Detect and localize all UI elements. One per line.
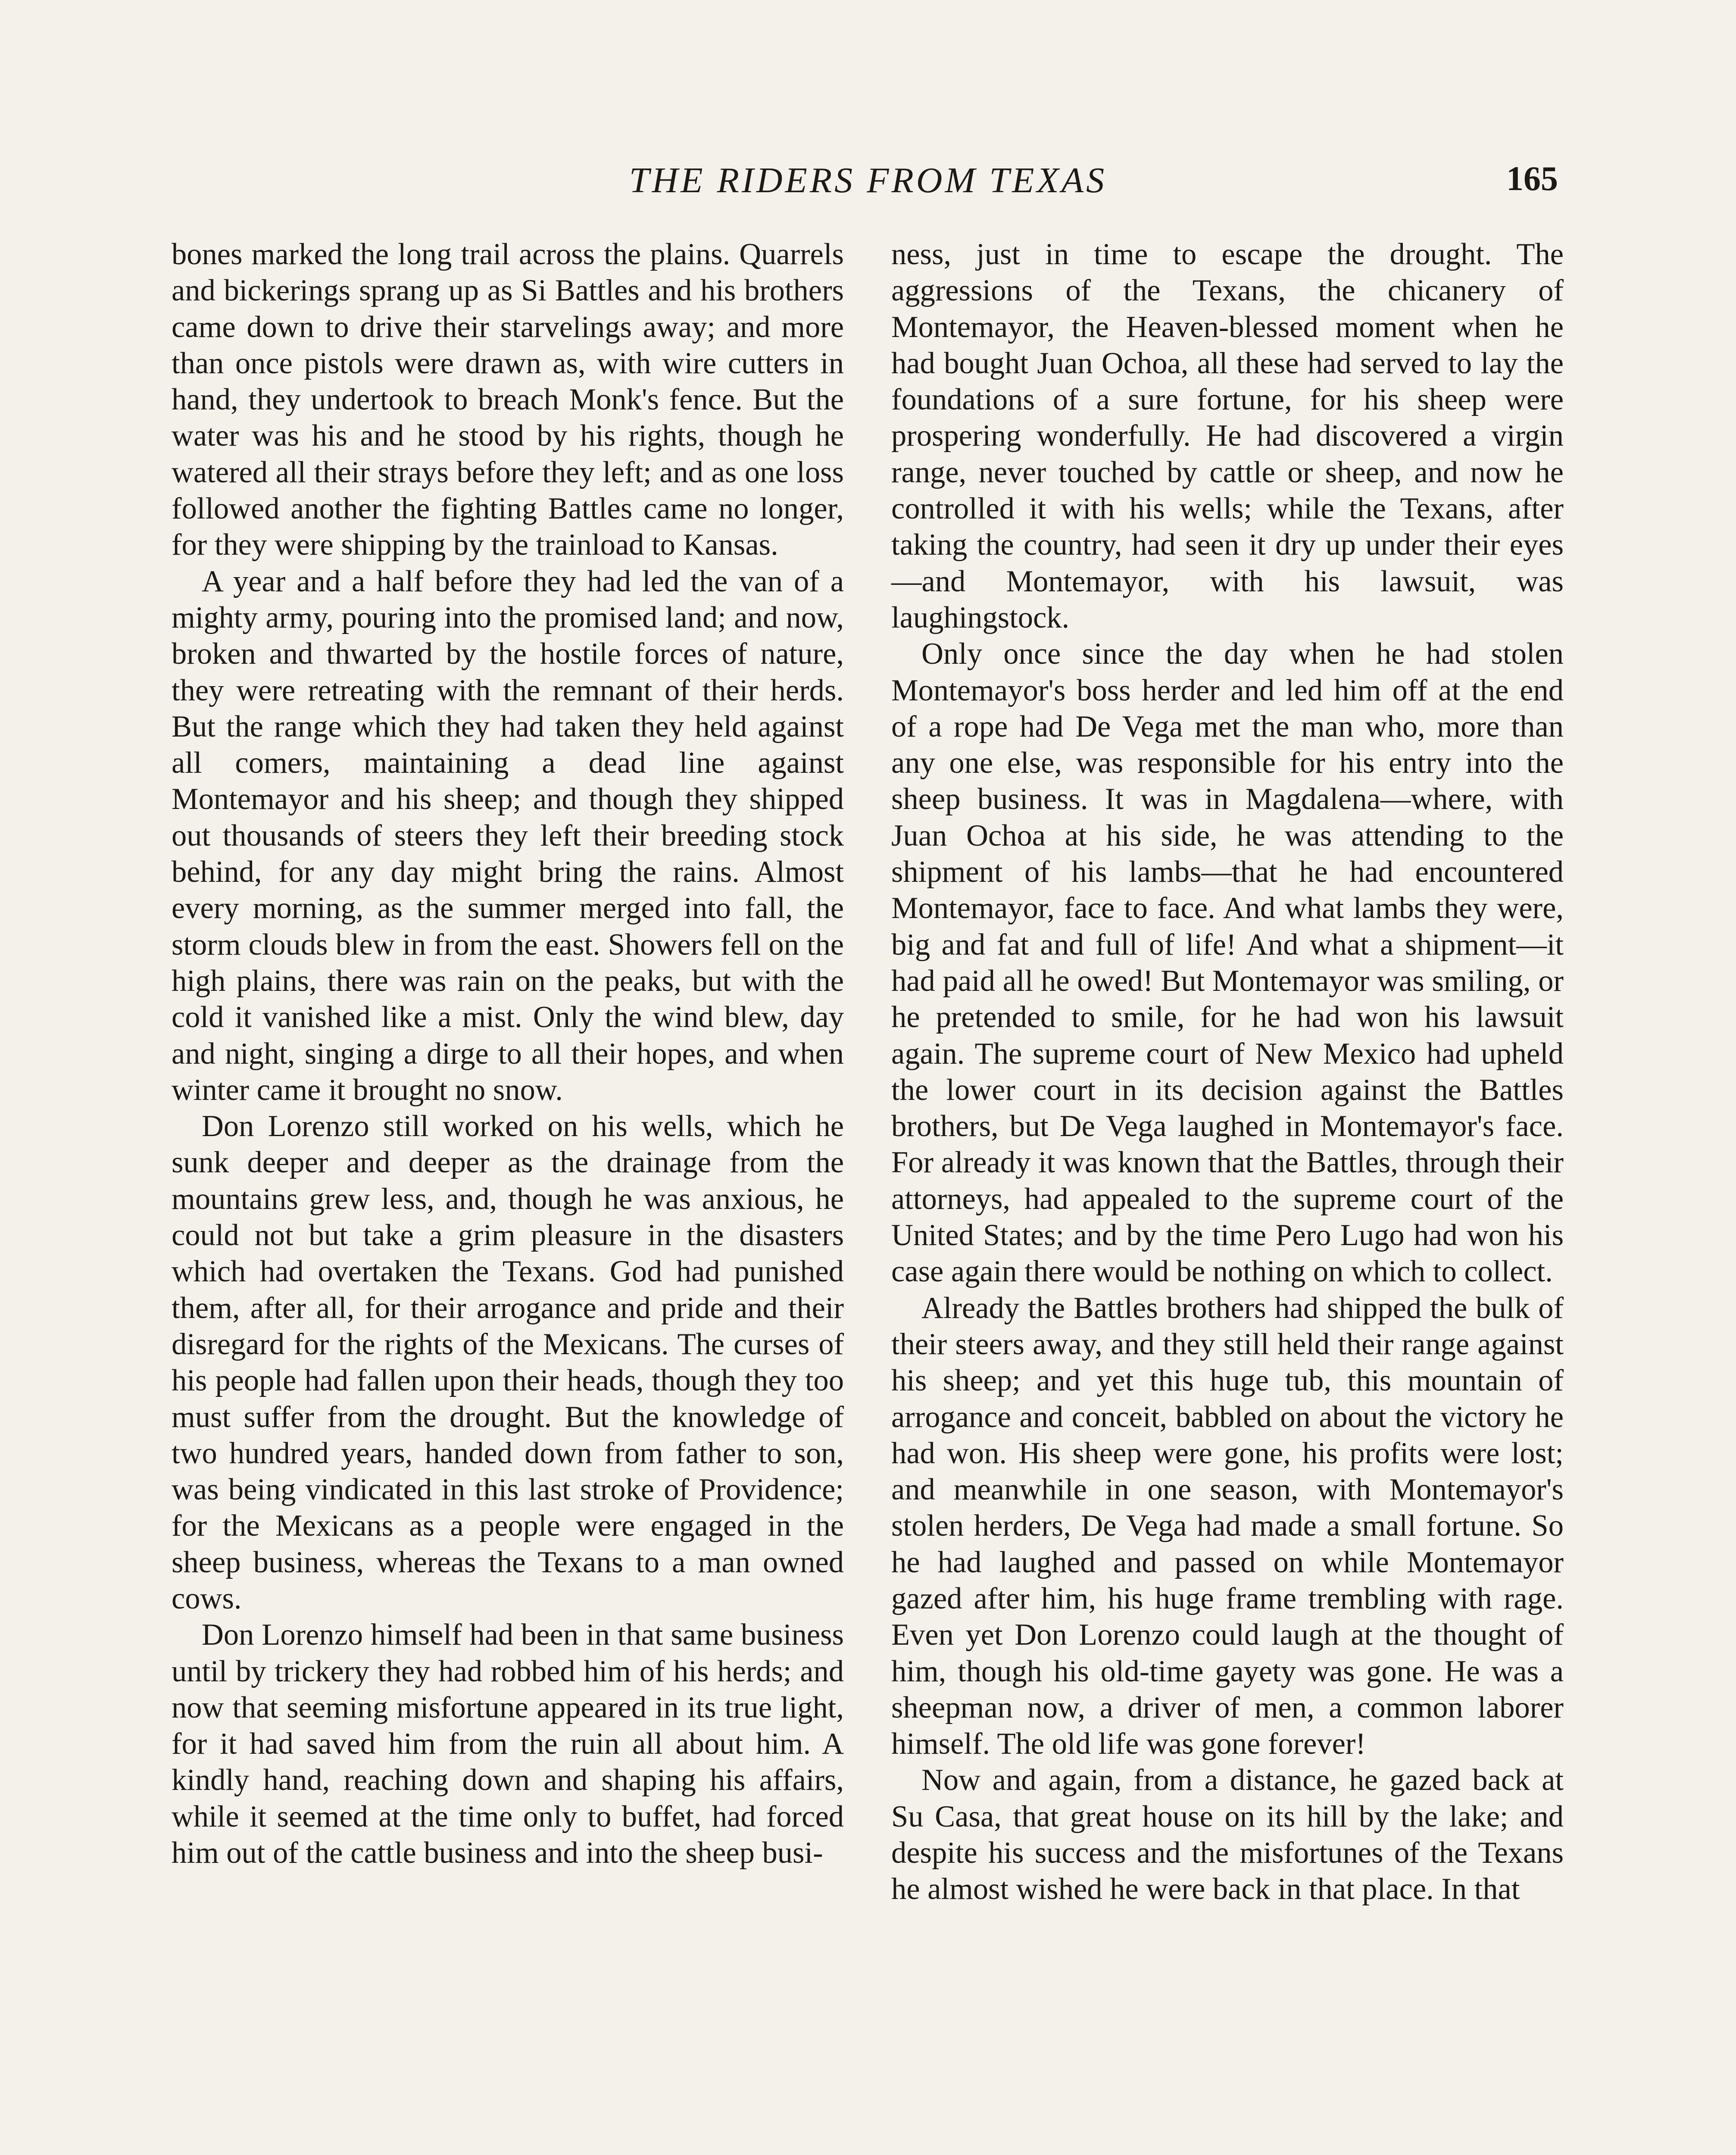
paragraph: Don Lorenzo still worked on his wells, which he sunk deeper and deeper as the drainage from the mountains grew less, and, though he was anxious, he could not but take a grim pleasure in the disasters which had overtaken the Texans. God had punished them, after all, for their arrogance and pride and their disregard for the rights of the Mexicans. The curses of his people had fallen upon their heads, though they too must suffer from the drought. But the knowledge of two hundred years, handed down from father to son, was being vindicated in this last stroke of Providence; for the Mexicans as a people were engaged in the sheep business, whereas the Texans to a man owned cows.: [172, 1109, 844, 1615]
paragraph: bones marked the long trail across the plains. Quarrels and bickerings sprang up as Si Battles and his brothers came down to drive their starvelings away; and more than once pistols were drawn as, with wire cutters in hand, they undertook to breach Monk's fence. But the water was his and he stood by his rights, though he watered all their strays before they left; and as one loss followed another the fighting Battles came no longer, for they were shipping by the trainload to Kansas.: [172, 237, 844, 562]
paragraph: Now and again, from a distance, he gazed back at Su Casa, that great house on its hill by the lake; and despite his success and the misfortunes of the Texans he almost wished he were back in that place. In that: [891, 1763, 1564, 1906]
paragraph: Already the Battles brothers had shipped the bulk of their steers away, and they still held their range against his sheep; and yet this huge tub, this mountain of arrogance and conceit, babbled on about the victory he had won. His sheep were gone, his profits were lost; and meanwhile in one season, with Montemayor's stolen herders, De Vega had made a small fortune. So he had laughed and passed on while Montemayor gazed after him, his huge frame trembling with rage. Even yet Don Lorenzo could laugh at the thought of him, though his old-time gayety was gone. He was a sheepman now, a driver of men, a common laborer himself. The old life was gone forever!: [891, 1291, 1564, 1761]
right-column: [891, 236, 1564, 1908]
paragraph: A year and a half before they had led the van of a mighty army, pouring into the promised land; and now, broken and thwarted by the hostile forces of nature, they were retreating with the remnant of their herds. But the range which they had taken they held against all comers, maintaining a dead line against Montemayor and his sheep; and though they shipped out thousands of steers they left their breeding stock behind, for any day might bring the rains. Almost every morning, as the summer merged into fall, the storm clouds blew in from the east. Showers fell on the high plains, there was rain on the peaks, but with the cold it vanished like a mist. Only the wind blew, day and night, singing a dirge to all their hopes, and when winter came it brought no snow.: [172, 564, 844, 1107]
page-number: 165: [1506, 160, 1558, 198]
left-column: [172, 236, 844, 1871]
paragraph: ness, just in time to escape the drought. The aggressions of the Texans, the chicanery of Montemayor, the Heaven-blessed moment when he had bought Juan Ochoa, all these had served to lay the foundations of a sure fortune, for his sheep were prospering wonderfully. He had discovered a virgin range, never touched by cattle or sheep, and now he controlled it with his wells; while the Texans, after taking the country, had seen it dry up under their eyes—and Montemayor, with his lawsuit, was laughingstock.: [891, 237, 1564, 634]
paragraph: Only once since the day when he had stolen Montemayor's boss herder and led him off at the end of a rope had De Vega met the man who, more than any one else, was responsible for his entry into the sheep business. It was in Magdalena—where, with Juan Ochoa at his side, he was attending to the shipment of his lambs—that he had encountered Montemayor, face to face. And what lambs they were, big and fat and full of life! And what a shipment—it had paid all he owed! But Montemayor was smiling, or he pretended to smile, for he had won his lawsuit again. The supreme court of New Mexico had upheld the lower court in its decision against the Battles brothers, but De Vega laughed in Montemayor's face. For already it was known that the Battles, through their attorneys, had appealed to the supreme court of the United States; and by the time Pero Lugo had won his case again there would be nothing on which to collect.: [891, 637, 1564, 1289]
page-header: [0, 159, 1736, 211]
running-title: THE RIDERS FROM TEXAS: [629, 160, 1107, 200]
paragraph: Don Lorenzo himself had been in that same business until by trickery they had robbed him of his herds; and now that seeming misfortune appeared in its true light, for it had saved him from the ruin all about him. A kindly hand, reaching down and shaping his affairs, while it seemed at the time only to buffet, had forced him out of the cattle business and into the sheep busi-: [172, 1618, 844, 1870]
